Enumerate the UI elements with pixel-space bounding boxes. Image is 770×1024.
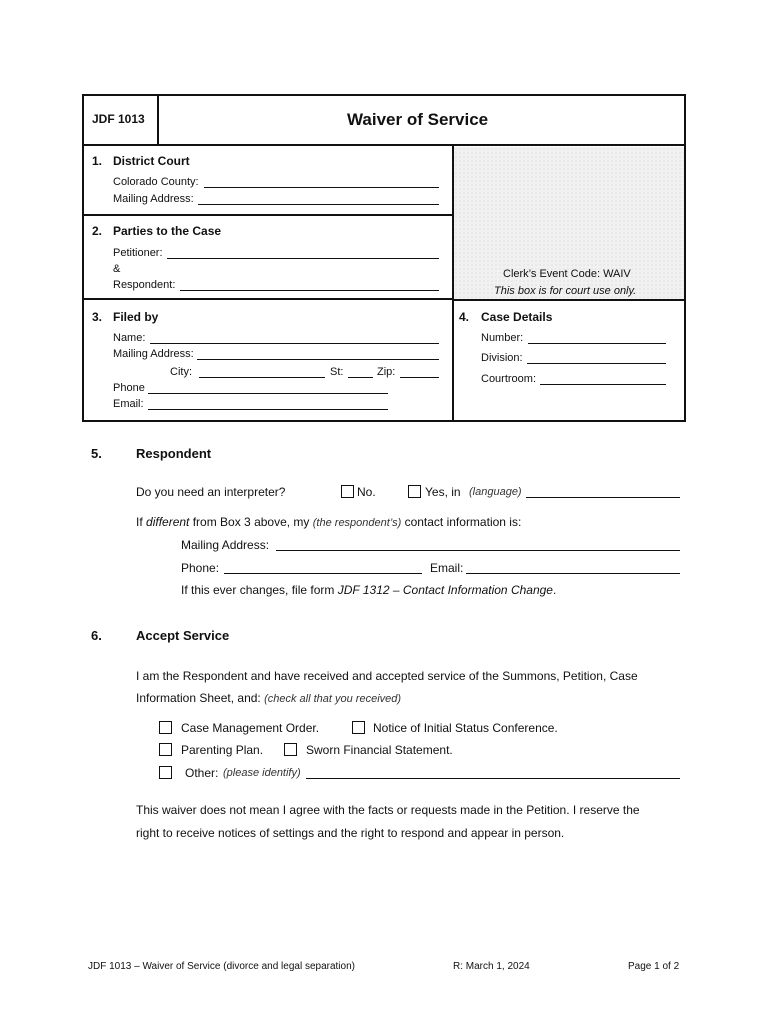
county-label: Colorado County: bbox=[113, 176, 199, 188]
case-number-field[interactable] bbox=[528, 343, 666, 344]
divider bbox=[157, 96, 159, 144]
respondent-phone-field[interactable] bbox=[224, 573, 422, 574]
notice-checkbox[interactable] bbox=[352, 721, 365, 734]
and-label: & bbox=[113, 263, 121, 275]
respondent-mailing-field[interactable] bbox=[276, 550, 680, 551]
filer-name-label: Name: bbox=[113, 332, 146, 344]
waiver-line2: right to receive notices of settings and the right to respond and appear in person. bbox=[136, 826, 565, 840]
divider bbox=[84, 144, 684, 146]
division-label: Division: bbox=[481, 352, 523, 364]
filer-email-field[interactable] bbox=[148, 409, 388, 410]
zip-field[interactable] bbox=[400, 377, 439, 378]
divider bbox=[84, 214, 452, 216]
respondent-phone-label: Phone: bbox=[181, 561, 220, 575]
filer-name-field[interactable] bbox=[150, 343, 439, 344]
zip-label: Zip: bbox=[377, 366, 396, 378]
sworn-financial-checkbox[interactable] bbox=[284, 743, 297, 756]
box1-title: District Court bbox=[113, 154, 190, 168]
accept-paragraph-line2: Information Sheet, and: (check all that you received) bbox=[136, 691, 402, 705]
box4-title: Case Details bbox=[481, 310, 553, 324]
court-mailing-label: Mailing Address: bbox=[113, 193, 194, 205]
filer-mailing-field[interactable] bbox=[197, 359, 439, 360]
contact-change-note: If this ever changes, file form JDF 1312 – Contact Information Change. bbox=[181, 583, 557, 597]
contact-change-form-link: JDF 1312 – Contact Information Change bbox=[337, 583, 553, 597]
interpreter-yes-label: Yes, in bbox=[425, 485, 461, 499]
other-label: Other: bbox=[185, 766, 219, 780]
footer-revision: R: March 1, 2024 bbox=[453, 961, 530, 972]
petitioner-label: Petitioner: bbox=[113, 247, 163, 259]
accept-paragraph-line1: I am the Respondent and have received and accepted service of the Summons, Petition, Case bbox=[136, 669, 638, 683]
page-title: Waiver of Service bbox=[347, 110, 489, 129]
parenting-plan-label: Parenting Plan. bbox=[181, 743, 264, 757]
respondent-mailing-label: Mailing Address: bbox=[181, 538, 270, 552]
section5-title: Respondent bbox=[136, 446, 212, 461]
language-hint: (language) bbox=[469, 486, 522, 498]
state-field[interactable] bbox=[348, 377, 373, 378]
divider bbox=[452, 299, 684, 301]
parenting-plan-checkbox[interactable] bbox=[159, 743, 172, 756]
court-use-note: This box is for court use only. bbox=[494, 285, 637, 297]
court-mailing-field[interactable] bbox=[198, 204, 439, 205]
section6-number: 6. bbox=[91, 628, 102, 643]
city-field[interactable] bbox=[199, 377, 325, 378]
language-field[interactable] bbox=[526, 497, 680, 498]
sworn-financial-label: Sworn Financial Statement. bbox=[306, 743, 453, 757]
respondent-email-label: Email: bbox=[430, 561, 464, 575]
division-field[interactable] bbox=[527, 363, 666, 364]
respondent-email-field[interactable] bbox=[466, 573, 680, 574]
notice-label: Notice of Initial Status Conference. bbox=[373, 721, 558, 735]
box2-number: 2. bbox=[92, 224, 103, 238]
box4-number: 4. bbox=[459, 310, 470, 324]
event-code: Clerk’s Event Code: WAIV bbox=[503, 268, 631, 280]
box2-title: Parties to the Case bbox=[113, 224, 222, 238]
other-hint: (please identify) bbox=[223, 767, 301, 779]
filer-mailing-label: Mailing Address: bbox=[113, 348, 194, 360]
state-label: St: bbox=[330, 366, 344, 378]
footer-form-desc: JDF 1013 – Waiver of Service (divorce and legal separation) bbox=[88, 961, 355, 972]
city-label: City: bbox=[170, 366, 192, 378]
box3-title: Filed by bbox=[113, 310, 159, 324]
courtroom-label: Courtroom: bbox=[481, 373, 537, 385]
courtroom-field[interactable] bbox=[540, 384, 666, 385]
other-checkbox[interactable] bbox=[159, 766, 172, 779]
waiver-line1: This waiver does not mean I agree with the facts or requests made in the Petition. I reserve the bbox=[136, 803, 640, 817]
different-contact-text: If different from Box 3 above, my (the respondent’s) contact information is: bbox=[136, 515, 522, 529]
divider bbox=[84, 298, 452, 300]
box3-number: 3. bbox=[92, 310, 103, 324]
other-field[interactable] bbox=[306, 778, 680, 779]
interpreter-question: Do you need an interpreter? bbox=[136, 485, 286, 499]
section6-title: Accept Service bbox=[136, 628, 230, 643]
interpreter-no-label: No. bbox=[357, 485, 376, 499]
petitioner-field[interactable] bbox=[167, 258, 439, 259]
section5-number: 5. bbox=[91, 446, 102, 461]
case-number-label: Number: bbox=[481, 332, 524, 344]
filer-phone-label: Phone bbox=[113, 382, 145, 394]
interpreter-no-checkbox[interactable] bbox=[341, 485, 354, 498]
respondent-field[interactable] bbox=[180, 290, 439, 291]
footer-page-number: Page 1 of 2 bbox=[628, 961, 680, 972]
interpreter-yes-checkbox[interactable] bbox=[408, 485, 421, 498]
county-field[interactable] bbox=[204, 187, 439, 188]
filer-phone-field[interactable] bbox=[148, 393, 388, 394]
filer-email-label: Email: bbox=[113, 398, 144, 410]
form-id: JDF 1013 bbox=[92, 112, 145, 126]
cmo-label: Case Management Order. bbox=[181, 721, 320, 735]
respondent-label: Respondent: bbox=[113, 279, 176, 291]
cmo-checkbox[interactable] bbox=[159, 721, 172, 734]
box1-number: 1. bbox=[92, 154, 103, 168]
